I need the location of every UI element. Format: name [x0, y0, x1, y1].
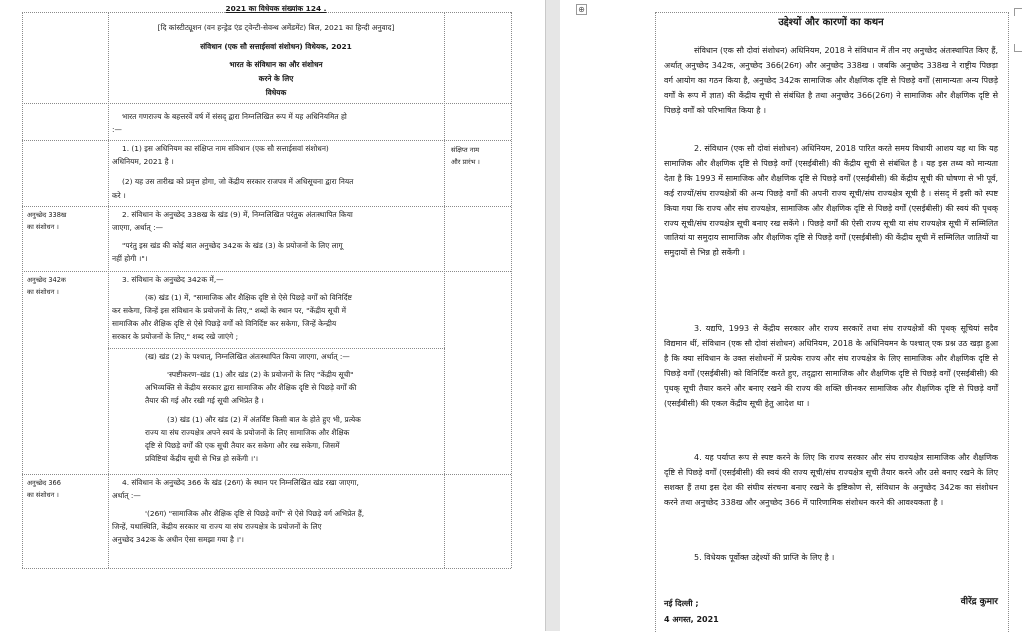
section-4-line1: 4. संविधान के अनुच्छेद 366 के खंड (26ग) के स्थान पर निम्नलिखित खंड रखा जाएगा,: [122, 478, 359, 487]
table-move-handle-icon[interactable]: ⊕: [576, 4, 587, 15]
bill-purpose-line2: करने के लिए: [258, 74, 294, 83]
bill-number-header: 2021 का विधेयक संख्यांक 124 .: [225, 4, 327, 13]
section-3-explanation-line2: अभिव्यक्ति से केंद्रीय सरकार द्वारा सामाजिक और शैक्षिक दृष्टि से पिछड़े वर्गों की: [145, 383, 357, 392]
section-3-clause3-line3: दृष्टि से पिछड़े वर्गों की एक सूची तैयार कर सकेगा और रख सकेगा, जिसमें: [145, 441, 340, 450]
section-3-line3: कर सकेगा, जिन्हें इस संविधान के प्रयोजनों के लिए," शब्दों के स्थान पर, "केंद्रीय सूची में: [112, 306, 347, 315]
statement-paragraph-4: 4. यह पर्याप्त रूप से स्पष्ट करने के लिए कि राज्य सरकार और संघ राज्यक्षेत्र सामाजिक और शैक्षणिक दृष्टि से पिछड़े वर्गों (एसईबीसी) की स्वयं की राज्य सूची/संघ राज्यक्षेत्र सूची तैयार करने और उसे बनाए रखने के लिए सशक्त हैं तथा इस देश की संघीय संरचना बनाए रखने के इष्टिकोण से, संविधान के अनुच्छेद 342क का संशोधन करने तथा अनुच्छेद 338ख और अनुच्छेद 366 में पारिणामिक संशोधन करने की आवश्यकता है ।: [664, 453, 998, 507]
marginal-note-short-title: संक्षिप्त नाम: [451, 146, 480, 154]
marginal-note-338b-amendment: का संशोधन ।: [27, 223, 59, 231]
bill-purpose-line3: विधेयक: [265, 88, 287, 97]
section-4-line5: अनुच्छेद 342क के अधीन ऐसा समझा गया है ।'।: [112, 535, 244, 544]
section-2-line2: जाएगा, अर्थात् :—: [112, 223, 163, 232]
section-1-line2: अधिनियम, 2021 है ।: [112, 157, 174, 166]
left-margin-divider: [108, 12, 109, 568]
section-3-line2: (क) खंड (1) में, "सामाजिक और शैक्षिक दृष्टि से ऐसे पिछड़े वर्गों को विनिर्दिष्ट: [145, 293, 352, 302]
marginal-note-article-366: अनुच्छेद 366: [27, 479, 61, 487]
section-3-line6: (ख) खंड (2) के पश्चात्, निम्नलिखित अंतःस्थापित किया जाएगा, अर्थात् :—: [145, 352, 350, 361]
marginal-note-article-342a: अनुच्छेद 342क: [27, 276, 66, 284]
row-divider: [22, 206, 511, 207]
section-3-line4: सामाजिक और शैक्षिक दृष्टि से ऐसे पिछड़े वर्गों को विनिर्दिष्ट कर सकेगा, जिन्हें केन्द्रीय: [112, 319, 337, 328]
section-3-explanation-line1: 'स्पष्टीकरण–खंड (1) और खंड (2) के प्रयोजनों के लिए "केंद्रीय सूची": [167, 370, 354, 379]
row-divider: [22, 103, 511, 104]
section-4-line3: '(26ग) "सामाजिक और शैक्षिक दृष्टि से पिछड़े वर्गों" से ऐसे पिछड़े वर्ग अभिप्रेत हैं,: [145, 509, 365, 518]
section-1-line4: करे ।: [112, 191, 126, 200]
marginal-note-342a-amendment: का संशोधन ।: [27, 288, 59, 296]
marginal-note-366-amendment: का संशोधन ।: [27, 491, 59, 499]
row-divider: [22, 474, 511, 475]
section-3-clause3-line1: (3) खंड (1) और खंड (2) में अंतर्विष्ट किसी बात के होते हुए भी, प्रत्येक: [167, 415, 361, 424]
section-2-line1: 2. संविधान के अनुच्छेद 338ख के खंड (9) में, निम्नलिखित परंतुक अंतःस्थापित किया: [122, 210, 353, 219]
section-3-clause3-line2: राज्य या संघ राज्यक्षेत्र अपने स्वयं के प्रयोजनों के लिए सामाजिक और शैक्षिक: [145, 428, 350, 437]
bill-translation-note: [दि कांस्टीट्यूशन (वन हन्ड्रेड एंड ट्वेन्टी-सेवन्थ अमेंडमेंट) बिल, 2021 का हिन्दी अनुवाद]: [157, 23, 395, 32]
marginal-note-article-338b: अनुच्छेद 338ख: [27, 211, 67, 219]
statement-heading: उद्देश्यों और कारणों का कथन: [778, 17, 884, 28]
section-4-line4: जिन्हें, यथास्थिति, केंद्रीय सरकार या राज्य या संघ राज्यक्षेत्र के प्रयोजनों के लिए: [112, 522, 322, 531]
row-divider: [22, 140, 511, 141]
statement-date: 4 अगस्त, 2021: [664, 615, 719, 624]
marginal-note-commencement: और प्रारंभ ।: [451, 158, 480, 166]
statement-place: नई दिल्ली ;: [664, 599, 699, 608]
enacting-formula-line1: भारत गणराज्य के बहत्तरवें वर्ष में संसद् द्वारा निम्नलिखित रूप में यह अधिनियमित हो: [122, 112, 347, 121]
section-2-line3: "परंतु इस खंड की कोई बात अनुच्छेद 342क के खंड (3) के प्रयोजनों के लिए लागू: [122, 241, 343, 250]
statement-paragraph-1: संविधान (एक सौ दोवां संशोधन) अधिनियम, 2018 ने संविधान में तीन नए अनुच्छेद अंतःस्थापित किए हैं, अर्थात् अनुच्छेद 342क, अनुच्छेद 366(26ग) और अनुच्छेद 338ख । जबकि अनुच्छेद 338ख ने राष्ट्रीय पिछड़ा वर्ग आयोग का गठन किया है, अनुच्छेद 342क सामाजिक और शैक्षणिक दृष्टि से पिछड़े वर्गों (सामान्यतः अन्य पिछड़े वर्गों के रूप में ज्ञात) की केंद्रीय सूची से संबंधित है तथा अनुच्छेद 366(26ग) ने सामाजिक और शैक्षणिक दृष्टि से पिछड़े वर्गों को परिभाषित किया है ।: [664, 46, 998, 115]
statement-paragraph-3: 3. यद्यपि, 1993 से केंद्रीय सरकार और राज्य सरकारें तथा संघ राज्यक्षेत्रों की पृथक् सूचियां सदैव विद्यमान थीं, संविधान (एक सौ दोवां संशोधन) अधिनियम, 2018 के अधिनियमन के पश्चात् एक प्रश्न उठ खड़ा हुआ है कि क्या संविधान के उक्त संशोधनों में प्रत्येक राज्य और संघ राज्यक्षेत्र के लिए सामाजिक और शैक्षणिक दृष्टि से पिछड़े वर्गों (एसईबीसी) को विनिर्दिष्ट करते हुए, तद्‌द्वारा सामाजिक और शैक्षणिक दृष्टि से पिछड़े वर्गों (एसईबीसी) की पृथक् सूची तैयार करने और बनाए रखने की राज्य की शक्ति छीनकर सामाजिक और शैक्षणिक दृष्टि से पिछड़े वर्गों (एसईबीसी) की एकल केंद्रीय सूची हेतु आदेश था ।: [664, 324, 998, 408]
section-2-line4: नहीं होगी ।"।: [112, 254, 148, 263]
section-1-line3: (2) यह उस तारीख को प्रवृत्त होगा, जो केंद्रीय सरकार राजपत्र में अधिसूचना द्वारा नियत: [122, 177, 354, 186]
enacting-formula-line2: :—: [112, 125, 122, 134]
row-divider: [22, 271, 511, 272]
section-4-line2: अर्थात् :—: [112, 491, 141, 500]
section-3-line5: सरकार के प्रयोजनों के लिए," शब्द रखे जाएंगे ;: [112, 332, 239, 341]
statement-paragraph-5: 5. विधेयक पूर्वोक्त उद्देश्यों की प्राप्ति के लिए है ।: [694, 553, 835, 562]
section-1-line1: 1. (1) इस अधिनियम का संक्षिप्त नाम संविधान (एक सौ सत्ताईसवां संशोधन): [122, 144, 329, 153]
section-3-explanation-line3: तैयार की गई और रखी गई सूची अभिप्रेत है ।: [145, 396, 264, 405]
page-edge-marker-icon: [1014, 8, 1022, 16]
bill-purpose-line1: भारत के संविधान का और संशोधन: [229, 60, 323, 69]
statement-paragraph-2: 2. संविधान (एक सौ दोवां संशोधन) अधिनियम, 2018 पारित करते समय विधायी आशय यह था कि यह सामाजिक और शैक्षणिक दृष्टि से पिछड़े वर्गों (एसईबीसी) की केंद्रीय सूची से संबंधित है । यह इस तथ्य को मान्यता देता है कि 1993 में सामाजिक और शैक्षणिक दृष्टि से पिछड़े वर्गों (एसईबीसी) की केंद्रीय सूची की घोषणा से भी पूर्व, कई राज्यों/संघ राज्यक्षेत्रों की अन्य पिछड़े वर्गों की अपनी राज्य सूची/संघ राज्यक्षेत्र सूची है । संसद् में इसी को स्पष्ट किया गया कि राज्य और संघ राज्यक्षेत्र, सामाजिक और शैक्षणिक दृष्टि से पिछड़े वर्गों (एसईबीसी) की स्वयं की पृथक् राज्य सूची/संघ राज्यक्षेत्र सूची बनाए रख सकेंगे । पिछड़े वर्गों की ऐसी राज्य सूची या संघ राज्यक्षेत्र सूची में सम्मिलित जातियां या समुदाय सामाजिक और शैक्षणिक दृष्टि से पिछड़े वर्गों (एसईबीसी) की केंद्रीय सूची में सम्मिलित जातियों या समुदायों से भिन्न हो सकेंगी ।: [664, 144, 998, 258]
section-3-line1: 3. संविधान के अनुच्छेद 342क में,—: [122, 275, 224, 284]
statement-signatory: वीरेंद्र कुमार: [960, 597, 998, 607]
page-edge-marker-icon: [1014, 44, 1022, 52]
bill-name: संविधान (एक सौ सत्ताईसवां संशोधन) विधेयक, 2021: [200, 42, 352, 51]
row-divider: [108, 348, 445, 349]
row-divider: [22, 568, 511, 569]
right-margin-divider: [444, 12, 445, 568]
section-3-clause3-line4: प्रविष्टियां केंद्रीय सूची से भिन्न हो सकेंगी ।'।: [145, 454, 259, 463]
